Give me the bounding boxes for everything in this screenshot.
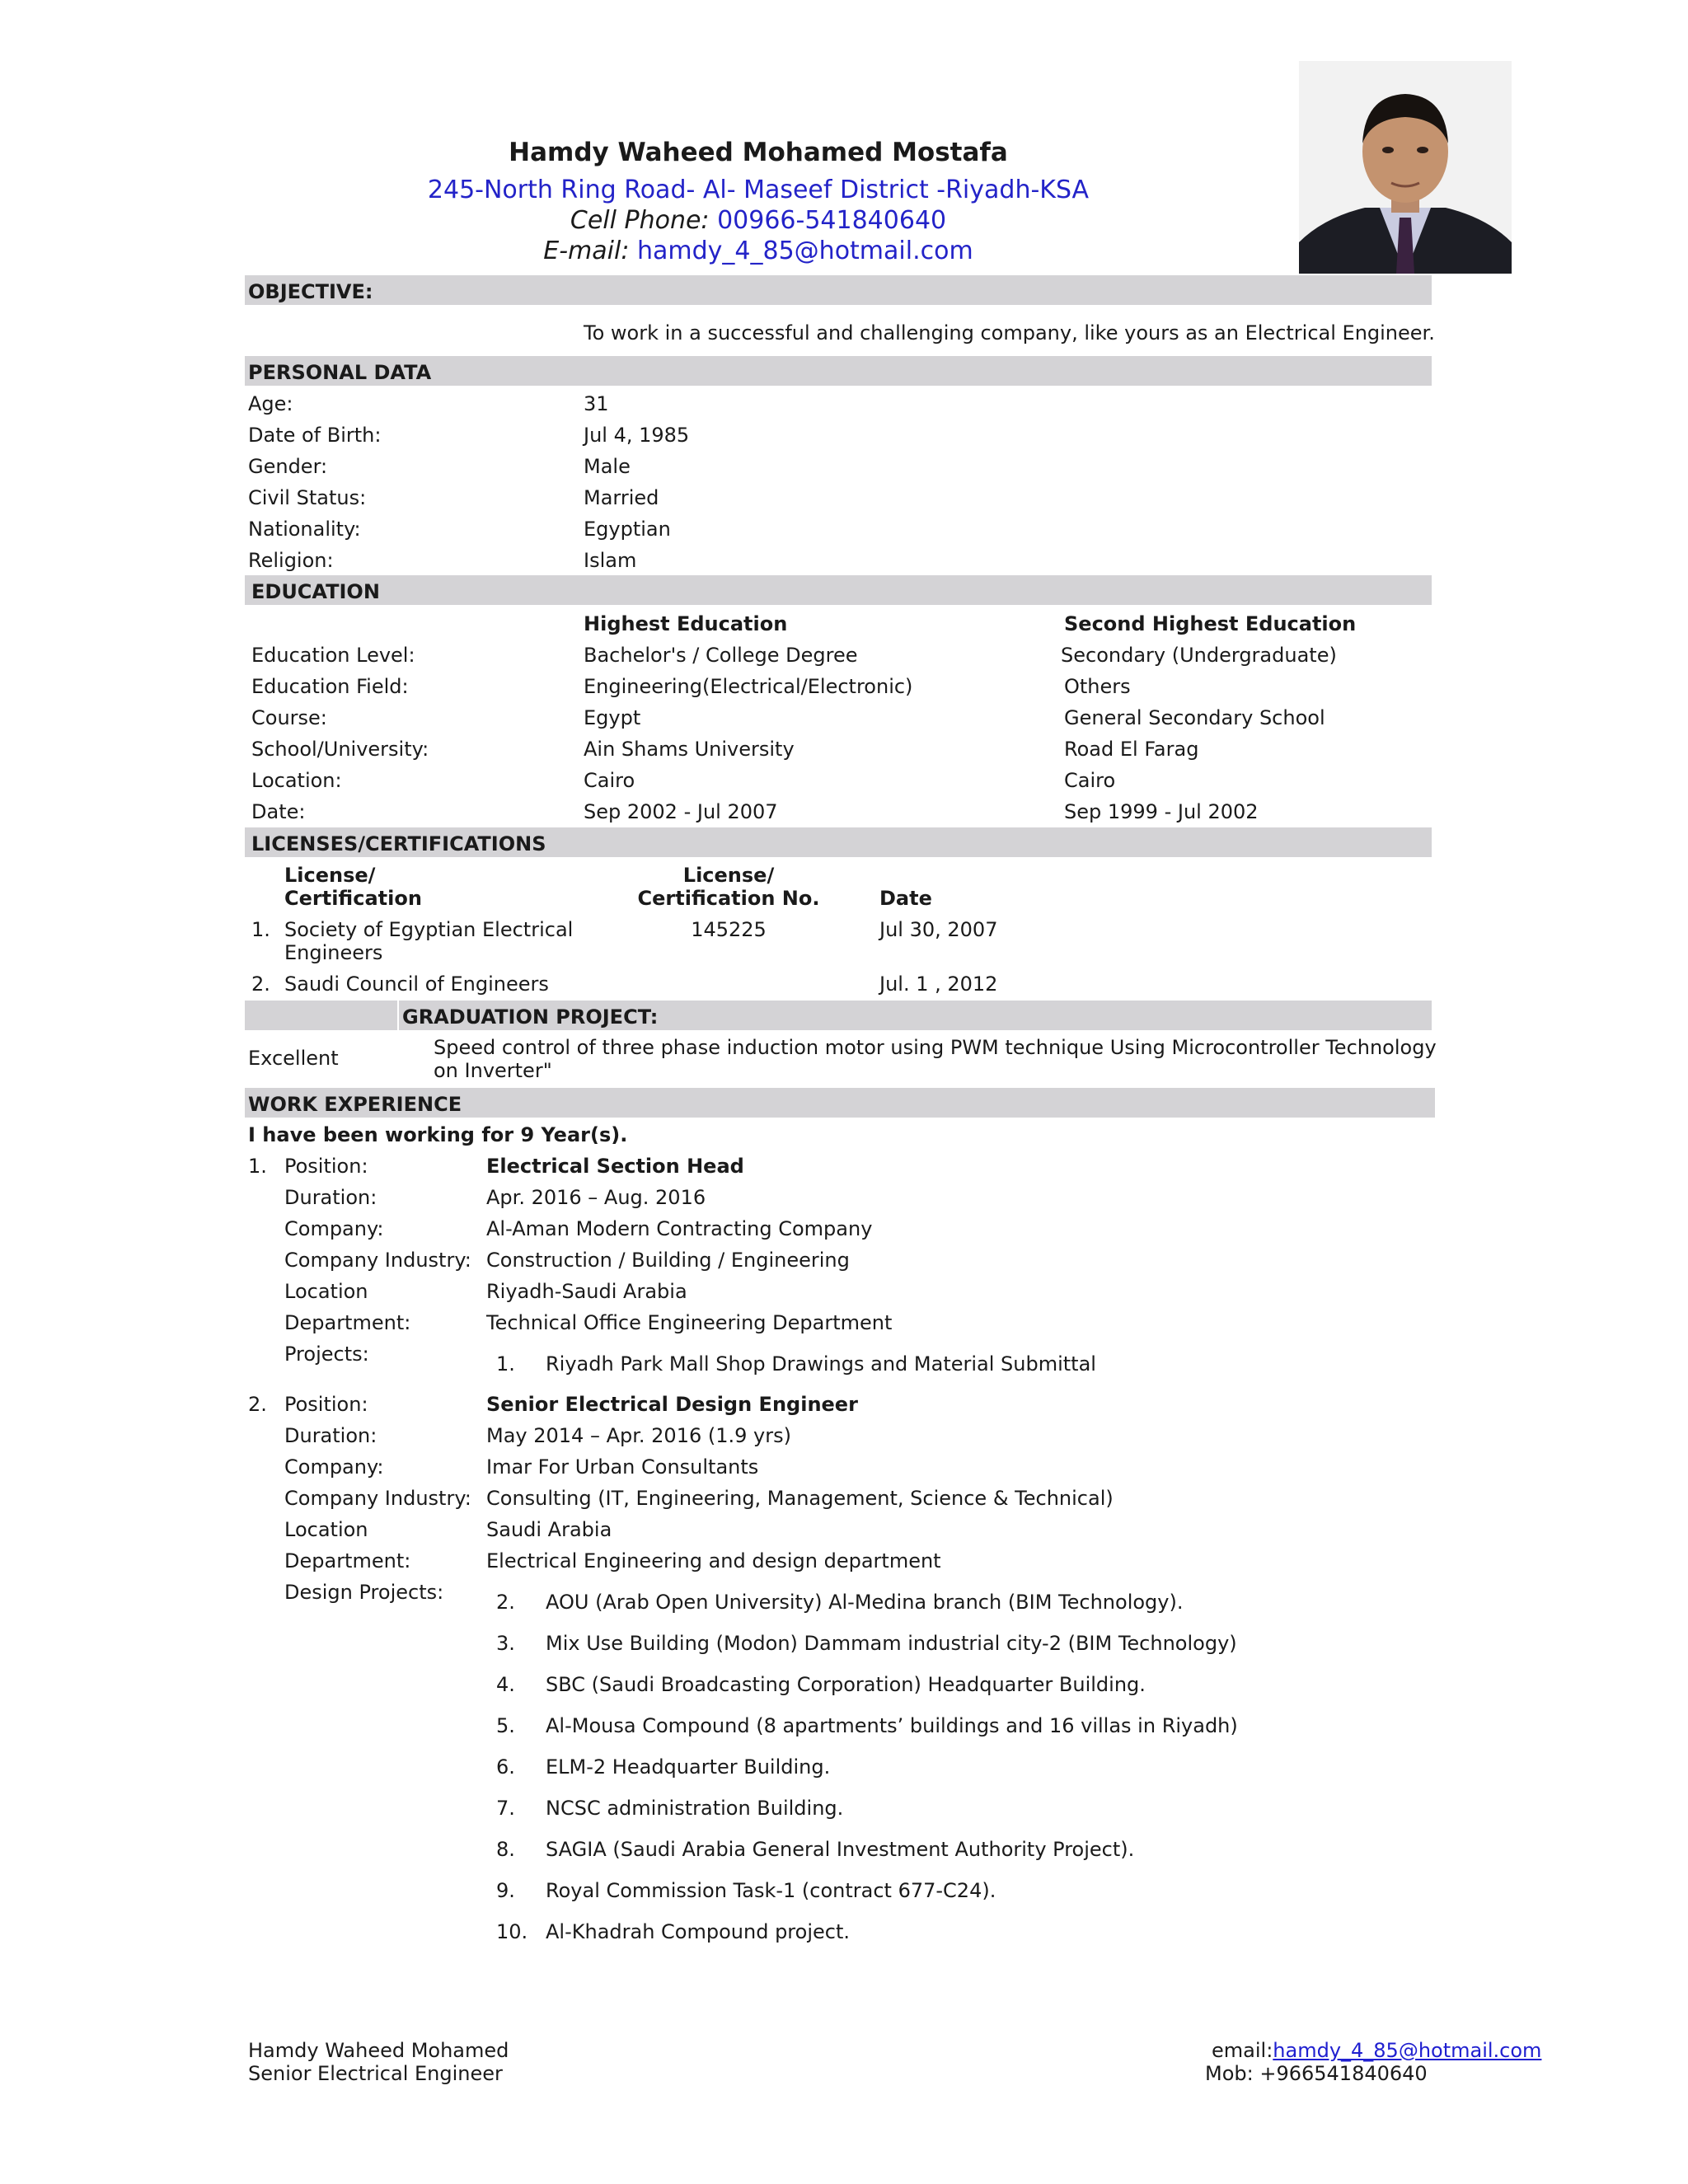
job-field-label: Company Industry: — [284, 1487, 471, 1510]
license-number: 2. — [251, 972, 270, 996]
personal-value: Male — [584, 455, 631, 478]
project-item: SAGIA (Saudi Arabia General Investment Authority Project). — [546, 1838, 1135, 1861]
project-number: 8. — [496, 1838, 515, 1861]
education-label: School/University: — [251, 738, 429, 761]
personal-value: 31 — [584, 392, 609, 415]
graduation-header-bar — [399, 1001, 1432, 1030]
personal-value: Married — [584, 486, 659, 509]
personal-value: Jul 4, 1985 — [584, 424, 690, 447]
personal-value: Egyptian — [584, 518, 671, 541]
person-portrait-icon — [1299, 61, 1512, 274]
education-heading: EDUCATION — [251, 580, 380, 603]
objective-heading: OBJECTIVE: — [248, 280, 373, 303]
license-name: Saudi Council of Engineers — [284, 972, 549, 996]
license-name: Society of Egyptian Electrical — [284, 918, 574, 941]
education-value-second: Secondary (Undergraduate) — [1061, 644, 1337, 667]
job-company: Imar For Urban Consultants — [486, 1455, 759, 1479]
graduation-left-bar — [245, 1001, 397, 1030]
address-line: 245-North Ring Road- Al- Maseef District -Riyadh-KSA — [427, 176, 1090, 204]
education-label: Location: — [251, 769, 342, 792]
job-position: Senior Electrical Design Engineer — [486, 1393, 858, 1416]
license-date: Jul. 1 , 2012 — [879, 972, 998, 996]
project-number: 10. — [496, 1920, 528, 1943]
job-field-label: Department: — [284, 1311, 411, 1334]
graduation-grade: Excellent — [248, 1047, 339, 1070]
profile-photo — [1299, 61, 1512, 274]
graduation-project-line-1: Speed control of three phase induction motor using PWM technique Using Microcontroller Technology — [434, 1036, 1437, 1059]
email-value[interactable]: hamdy_4_85@hotmail.com — [637, 237, 973, 265]
education-value-highest: Engineering(Electrical/Electronic) — [584, 675, 913, 698]
footer-email-label: email: — [1212, 2039, 1273, 2062]
job-field-label: Location — [284, 1518, 368, 1541]
project-item: AOU (Arab Open University) Al-Medina branch (BIM Technology). — [546, 1591, 1184, 1614]
project-item: Al-Khadrah Compound project. — [546, 1920, 850, 1943]
job-number: 2. — [248, 1393, 267, 1416]
personal-value: Islam — [584, 549, 637, 572]
job-field-label: Company: — [284, 1455, 384, 1479]
project-item: NCSC administration Building. — [546, 1797, 844, 1820]
project-number: 1. — [496, 1352, 515, 1376]
project-item: ELM-2 Headquarter Building. — [546, 1755, 831, 1779]
work-experience-header-bar — [245, 1088, 1435, 1118]
education-label: Date: — [251, 800, 306, 823]
project-item: Royal Commission Task-1 (contract 677-C24). — [546, 1879, 996, 1902]
job-duration: Apr. 2016 – Aug. 2016 — [486, 1186, 706, 1209]
project-number: 2. — [496, 1591, 515, 1614]
education-header-bar — [245, 575, 1432, 605]
licenses-header-bar — [245, 827, 1432, 857]
phone-line — [346, 206, 1170, 235]
education-label: Course: — [251, 706, 327, 729]
personal-data-heading: PERSONAL DATA — [248, 361, 432, 384]
personal-label: Date of Birth: — [248, 424, 382, 447]
personal-label: Civil Status: — [248, 486, 367, 509]
job-department: Technical Office Engineering Department — [486, 1311, 893, 1334]
education-label: Education Level: — [251, 644, 415, 667]
project-number: 5. — [496, 1714, 515, 1737]
footer-title: Senior Electrical Engineer — [248, 2062, 503, 2085]
job-location: Saudi Arabia — [486, 1518, 612, 1541]
project-number: 3. — [496, 1632, 515, 1655]
license-col-no-2: Certification No. — [637, 887, 820, 910]
personal-data-header-bar — [245, 356, 1432, 386]
project-number: 7. — [496, 1797, 515, 1820]
license-col-name-1: License/ — [284, 864, 376, 887]
education-value-highest: Ain Shams University — [584, 738, 795, 761]
email-line — [346, 239, 1170, 264]
education-col-highest: Highest Education — [584, 612, 788, 635]
job-industry: Consulting (IT, Engineering, Management, Science & Technical) — [486, 1487, 1114, 1510]
license-date: Jul 30, 2007 — [879, 918, 998, 941]
candidate-name: Hamdy Waheed Mohamed Mostafa — [509, 138, 1008, 167]
job-field-label: Company: — [284, 1217, 384, 1240]
phone-value: 00966-541840640 — [717, 206, 947, 235]
education-value-highest: Cairo — [584, 769, 635, 792]
job-field-label: Duration: — [284, 1424, 377, 1447]
job-field-label: Duration: — [284, 1186, 377, 1209]
job-position: Electrical Section Head — [486, 1155, 744, 1178]
objective-text: To work in a successful and challenging company, like yours as an Electrical Engineer. — [584, 321, 1435, 344]
project-item: Riyadh Park Mall Shop Drawings and Material Submittal — [546, 1352, 1096, 1376]
education-label: Education Field: — [251, 675, 409, 698]
education-value-second: Others — [1064, 675, 1131, 698]
graduation-heading: GRADUATION PROJECT: — [402, 1005, 659, 1029]
job-department: Electrical Engineering and design department — [486, 1549, 941, 1572]
license-cert-no: 145225 — [691, 918, 767, 941]
footer-mobile: Mob: +966541840640 — [1205, 2062, 1428, 2085]
job-location: Riyadh-Saudi Arabia — [486, 1280, 687, 1303]
job-company: Al-Aman Modern Contracting Company — [486, 1217, 873, 1240]
phone-label: Cell Phone: — [570, 206, 710, 235]
project-number: 9. — [496, 1879, 515, 1902]
footer-name: Hamdy Waheed Mohamed — [248, 2039, 509, 2062]
footer-email — [1212, 2041, 1541, 2060]
job-field-label: Company Industry: — [284, 1249, 471, 1272]
project-item: Mix Use Building (Modon) Dammam industrial city-2 (BIM Technology) — [546, 1632, 1237, 1655]
licenses-heading: LICENSES/CERTIFICATIONS — [251, 832, 546, 855]
license-name-cont: Engineers — [284, 941, 383, 964]
license-col-name-2: Certification — [284, 887, 422, 910]
job-duration: May 2014 – Apr. 2016 (1.9 yrs) — [486, 1424, 791, 1447]
project-number: 6. — [496, 1755, 515, 1779]
personal-label: Age: — [248, 392, 293, 415]
job-field-label: Position: — [284, 1155, 368, 1178]
job-field-label: Department: — [284, 1549, 411, 1572]
education-value-second: General Secondary School — [1064, 706, 1325, 729]
education-col-second: Second Highest Education — [1064, 612, 1357, 635]
email-label: E-mail: — [543, 237, 630, 265]
license-col-date: Date — [879, 887, 932, 910]
objective-header-bar — [245, 275, 1432, 305]
job-field-label: Design Projects: — [284, 1581, 444, 1604]
work-summary: I have been working for 9 Year(s). — [248, 1123, 628, 1146]
education-value-second: Road El Farag — [1064, 738, 1199, 761]
job-field-label: Position: — [284, 1393, 368, 1416]
education-value-second: Sep 1999 - Jul 2002 — [1064, 800, 1259, 823]
job-number: 1. — [248, 1155, 267, 1178]
personal-label: Gender: — [248, 455, 328, 478]
license-col-no-1: License/ — [682, 864, 775, 887]
job-field-label: Projects: — [284, 1343, 369, 1366]
job-industry: Construction / Building / Engineering — [486, 1249, 850, 1272]
education-value-highest: Egypt — [584, 706, 641, 729]
project-item: Al-Mousa Compound (8 apartments’ buildings and 16 villas in Riyadh) — [546, 1714, 1238, 1737]
personal-label: Nationality: — [248, 518, 361, 541]
education-value-second: Cairo — [1064, 769, 1116, 792]
job-field-label: Location — [284, 1280, 368, 1303]
graduation-project-line-2: on Inverter" — [434, 1059, 552, 1082]
project-item: SBC (Saudi Broadcasting Corporation) Headquarter Building. — [546, 1673, 1146, 1696]
license-number: 1. — [251, 918, 270, 941]
project-number: 4. — [496, 1673, 515, 1696]
footer-email-link[interactable]: hamdy_4_85@hotmail.com — [1273, 2039, 1542, 2062]
personal-label: Religion: — [248, 549, 334, 572]
education-value-highest: Bachelor's / College Degree — [584, 644, 858, 667]
work-experience-heading: WORK EXPERIENCE — [248, 1093, 462, 1116]
education-value-highest: Sep 2002 - Jul 2007 — [584, 800, 778, 823]
